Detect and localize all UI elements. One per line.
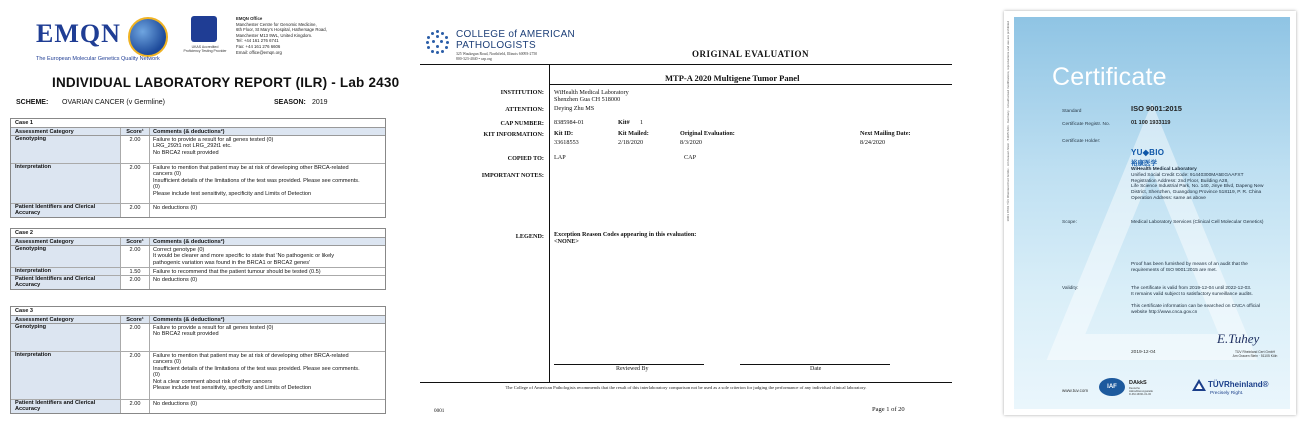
comments-cell bbox=[150, 400, 385, 413]
tuv-brand: TÜVRheinland® bbox=[1208, 380, 1269, 389]
logo-dot bbox=[441, 32, 444, 35]
label-important-notes: IMPORTANT NOTES: bbox=[481, 172, 544, 179]
orig-eval-value: 8/3/2020 bbox=[680, 139, 703, 146]
logo-dot bbox=[436, 30, 439, 33]
logo-dot bbox=[446, 41, 449, 44]
tuv-url[interactable]: www.tuv.com bbox=[1062, 388, 1089, 393]
comment-line: No deductions (0) bbox=[153, 277, 198, 283]
comment-line: No deductions (0) bbox=[153, 401, 198, 407]
column-header: Comments (& deductions²) bbox=[153, 129, 225, 135]
logo-dot bbox=[426, 41, 429, 44]
validity-line: The certificate is valid from 2019-12-04 until 2022-12-03. bbox=[1131, 286, 1252, 291]
logo-dot bbox=[436, 35, 439, 38]
label-copied-to: COPIED TO: bbox=[507, 155, 544, 162]
scheme-value: OVARIAN CANCER (v Germline) bbox=[62, 99, 165, 106]
emqn-ilr-report bbox=[0, 0, 400, 427]
signer-line1: TÜV Rheinland Cert GmbH bbox=[1235, 350, 1275, 354]
yubio-logo: YU◆BIO bbox=[1131, 148, 1165, 157]
tuv-triangle-icon bbox=[1192, 379, 1206, 391]
iaf-logo: IAF bbox=[1099, 378, 1125, 396]
table-row bbox=[11, 268, 385, 276]
logo-dot bbox=[427, 36, 430, 39]
cnca-text bbox=[1131, 304, 1260, 316]
date-label: Date bbox=[810, 366, 822, 372]
assessment-category: Genotyping bbox=[11, 136, 121, 163]
divider bbox=[420, 64, 952, 65]
institution-address: Shenzhen Gua CH 518000 bbox=[554, 96, 621, 103]
cap-address-line2: 800-323-4040 • cap.org bbox=[456, 56, 492, 61]
score-cell: 2.00 bbox=[121, 400, 150, 413]
standard-value: ISO 9001:2015 bbox=[1131, 104, 1182, 113]
comment-line: (0) bbox=[153, 372, 160, 379]
scheme-label: SCHEME: bbox=[16, 99, 49, 106]
reviewed-by-label: Reviewed By bbox=[616, 366, 649, 372]
case-header-row bbox=[11, 128, 385, 136]
comment-line: No BRCA2 result provided bbox=[153, 149, 219, 156]
table-row bbox=[11, 204, 385, 217]
dakks-caption-line: Deutsche bbox=[1129, 387, 1140, 390]
divider bbox=[420, 382, 952, 383]
label-institution: INSTITUTION: bbox=[500, 89, 544, 96]
comment-line: Failure to mention that patient may be at risk of developing other BRCA-related bbox=[153, 353, 349, 359]
score-cell: 2.00 bbox=[121, 276, 150, 289]
emqn-logo-text: EMQN bbox=[36, 19, 121, 48]
comment-line: Insufficient details of the limitations of the test was provided. Please see comments. bbox=[153, 177, 360, 184]
column-header: Assessment Category bbox=[11, 128, 121, 135]
holder-line: District, Shenzhen, Guangdong Province 518119, P. R. China bbox=[1131, 190, 1262, 196]
comment-line: No BRCA2 result provided bbox=[153, 331, 219, 338]
comment-line: Please include test sensitivity, specificity and Limits of Detection bbox=[153, 385, 312, 392]
label-attention: ATTENTION: bbox=[505, 106, 544, 113]
holder-line: Registration Address: 2nd Floor, Building A28, bbox=[1131, 178, 1229, 184]
season-value: 2019 bbox=[312, 99, 328, 106]
proof-text bbox=[1131, 262, 1248, 274]
copied-to-2: CAP bbox=[684, 154, 697, 161]
holder-line: Operation Address: same as above bbox=[1131, 195, 1206, 201]
column-header: Comments (& deductions²) bbox=[153, 239, 225, 245]
comment-line: Not a clear comment about risk of other cancers bbox=[153, 378, 273, 385]
certificate-title: Certificate bbox=[1052, 63, 1167, 91]
comment-line: Failure to provide a result for all genes tested (0) bbox=[153, 325, 274, 331]
score-cell: 2.00 bbox=[121, 164, 150, 203]
institution-name: WiHealth Medical Laboratory bbox=[554, 89, 629, 96]
case-header-row bbox=[11, 238, 385, 246]
holder-details bbox=[1131, 167, 1264, 202]
score-cell: 2.00 bbox=[121, 204, 150, 217]
comment-line: It would be clearer and more specific to state that 'No pathogenic or likely bbox=[153, 253, 335, 260]
logo-dot bbox=[441, 50, 444, 53]
cap-logo-line1: COLLEGE of AMERICAN bbox=[456, 29, 576, 40]
cap-footer-note: The College of American Pathologists recommends that the result of this interlaboratory comparison not be used as a sole criterion for judging the performance of any individual clinical laboratory. bbox=[505, 385, 867, 390]
office-fax: Fax: +44 161 276 6606 bbox=[236, 43, 281, 49]
kit-mailed-value: 2/18/2020 bbox=[618, 139, 644, 146]
label-kit-info: KIT INFORMATION: bbox=[483, 131, 544, 138]
label-legend: LEGEND: bbox=[515, 233, 544, 240]
comment-line: Failure to mention that patient may be at risk of developing other BRCA-related bbox=[153, 165, 349, 171]
scope-label: Scope: bbox=[1062, 220, 1077, 225]
dakks-caption-line: Akkreditierungsstelle bbox=[1129, 390, 1153, 393]
table-row bbox=[11, 352, 385, 400]
column-header: Score¹ bbox=[121, 238, 150, 245]
office-tel: Tel: +44 161 276 6741 bbox=[236, 38, 279, 44]
cap-logo-line2: PATHOLOGISTS bbox=[456, 40, 536, 51]
signer-line2: Am Grauen Stein · 51105 Köln bbox=[1232, 354, 1278, 358]
assessment-category: Genotyping bbox=[11, 324, 121, 351]
registration-label: Certificate Registr. No. bbox=[1062, 122, 1110, 127]
certificate-date: 2019-12-04 bbox=[1131, 350, 1156, 355]
orig-eval-label: Original Evaluation: bbox=[680, 130, 735, 137]
holder-line: Unified Social Credit Code: 91440300MA5EGAAFXT bbox=[1131, 172, 1244, 178]
signer bbox=[1230, 350, 1280, 358]
validity-label: Validity: bbox=[1062, 286, 1079, 291]
column-header: Score¹ bbox=[121, 316, 150, 323]
office-title: EMQN Office bbox=[236, 16, 263, 21]
tuv-slogan: Precisely Right. bbox=[1210, 391, 1244, 396]
validity-text bbox=[1131, 286, 1253, 298]
holder-line: WiHealth Medical Laboratory bbox=[1131, 167, 1197, 172]
score-cell: 2.00 bbox=[121, 136, 150, 163]
edge-text: 10/01 07/01 TÜV Rheinland Cert GmbH · Am Grauen Stein · 51105 Köln · Germany · Unauthorised modifications, reproductions and use are prohibited bbox=[1006, 21, 1010, 222]
proof-line: Proof has been furnished by means of an audit that the bbox=[1131, 262, 1248, 267]
score-cell: 2.00 bbox=[121, 324, 150, 351]
comment-line: cancers (0) bbox=[153, 359, 181, 366]
ukas-caption: UKAS Accredited Proficiency Testing Provider bbox=[183, 45, 227, 53]
comments-cell bbox=[150, 324, 385, 351]
registration-value: 01 100 1933119 bbox=[1131, 120, 1171, 126]
holder-label: Certificate Holder: bbox=[1062, 139, 1101, 144]
score-cell: 1.50 bbox=[121, 268, 150, 275]
assessment-category: Interpretation bbox=[11, 268, 121, 275]
office-line: 6th Floor, St Mary's Hospital, Hathersage Road, bbox=[236, 27, 327, 33]
case-title: Case 1 bbox=[11, 119, 385, 128]
page-code: 0001 bbox=[434, 408, 445, 414]
logo-dot bbox=[436, 51, 439, 54]
emqn-logo bbox=[36, 17, 176, 61]
yubio-logo-cn: 裕康医学 bbox=[1131, 160, 1157, 167]
case-title: Case 3 bbox=[11, 307, 385, 316]
emqn-tagline: The European Molecular Genetics Quality Network bbox=[36, 56, 160, 62]
kit-no-value: 1 bbox=[640, 119, 644, 126]
assessment-category: Genotyping bbox=[11, 246, 121, 267]
case-table bbox=[10, 228, 386, 290]
comment-line: pathogenic variation was found in the BRCA1 or BRCA2 genes' bbox=[153, 259, 311, 266]
office-line: Manchester M13 9WL, United Kingdom. bbox=[236, 32, 313, 38]
program-title: MTP-A 2020 Multigene Tumor Panel bbox=[665, 73, 800, 83]
office-email[interactable]: Email: office@emqn.org bbox=[236, 49, 282, 55]
logo-dot bbox=[432, 40, 435, 43]
case-title: Case 2 bbox=[11, 229, 385, 238]
divider bbox=[549, 64, 550, 382]
logo-dot bbox=[431, 32, 434, 35]
logo-dot bbox=[445, 36, 448, 39]
kit-id-value: 33618553 bbox=[554, 139, 579, 146]
divider bbox=[550, 84, 952, 85]
case-header-row bbox=[11, 316, 385, 324]
date-line bbox=[740, 364, 890, 365]
office-line: Manchester Centre for Genomic Medicine, bbox=[236, 21, 317, 27]
legend-line2: <NONE> bbox=[554, 238, 579, 245]
assessment-category: Patient Identifiers and Clerical Accuracy bbox=[11, 204, 121, 217]
case-table bbox=[10, 118, 386, 218]
table-row bbox=[11, 324, 385, 352]
signature: E.Tuhey bbox=[1217, 331, 1260, 346]
table-row bbox=[11, 136, 385, 164]
cap-dots-logo-icon bbox=[426, 30, 450, 54]
comment-line: No deductions (0) bbox=[153, 205, 198, 211]
holder-line: Life Science Industrial Park, No. 140, Jinye Blvd, Dapeng New bbox=[1131, 184, 1264, 190]
next-mailing-label: Next Mailing Date: bbox=[860, 130, 911, 137]
validity-line: It remains valid subject to satisfactory surveillance audits. bbox=[1131, 291, 1253, 297]
page-number: Page 1 of 20 bbox=[872, 406, 905, 413]
cap-evaluation-report bbox=[420, 0, 952, 427]
assessment-category: Patient Identifiers and Clerical Accuracy bbox=[11, 400, 121, 413]
comment-line: Failure to recommend that the patient tumour should be tested (0.5) bbox=[153, 269, 321, 275]
iso-certificate bbox=[1004, 11, 1296, 415]
comments-cell bbox=[150, 268, 385, 275]
dakks-logo: DAkkS bbox=[1129, 380, 1147, 386]
legend-line1: Exception Reason Codes appearing in this evaluation: bbox=[554, 231, 697, 238]
dakks-caption-line: D-ZM-16031-01-00 bbox=[1129, 393, 1152, 396]
comment-line: Failure to provide a result for all genes tested (0) bbox=[153, 137, 274, 143]
comment-line: cancers (0) bbox=[153, 171, 181, 178]
standard-label: Standard bbox=[1062, 109, 1082, 114]
ukas-crest-icon bbox=[191, 16, 217, 42]
report-title: INDIVIDUAL LABORATORY REPORT (ILR) - Lab 2430 bbox=[52, 75, 400, 90]
cap-address bbox=[456, 52, 537, 61]
proof-line: requirements of ISO 9001:2015 are met. bbox=[1131, 267, 1217, 273]
next-mailing-value: 8/24/2020 bbox=[860, 139, 886, 146]
kit-id-label: Kit ID: bbox=[554, 130, 574, 137]
comments-cell bbox=[150, 352, 385, 399]
logo-dot bbox=[445, 46, 448, 49]
comments-cell bbox=[150, 136, 385, 163]
column-header: Score¹ bbox=[121, 128, 150, 135]
reviewed-by-line bbox=[554, 364, 704, 365]
score-cell: 2.00 bbox=[121, 352, 150, 399]
cnca-line: This certificate information can be searched on CNCA official bbox=[1131, 304, 1260, 309]
comments-cell bbox=[150, 246, 385, 267]
table-row bbox=[11, 164, 385, 204]
logo-dot bbox=[427, 46, 430, 49]
column-header: Assessment Category bbox=[11, 316, 121, 323]
emqn-office-address bbox=[236, 16, 376, 55]
dakks-caption bbox=[1129, 387, 1153, 396]
assessment-category: Interpretation bbox=[11, 352, 121, 399]
comment-line: (0) bbox=[153, 184, 160, 191]
score-cell: 2.00 bbox=[121, 246, 150, 267]
comments-cell bbox=[150, 204, 385, 217]
case-table bbox=[10, 306, 386, 414]
attention-value: Deying Zhu MS bbox=[554, 105, 595, 112]
certificate-edge-text bbox=[1006, 21, 1012, 409]
kit-mailed-label: Kit Mailed: bbox=[618, 130, 649, 137]
assessment-category: Interpretation bbox=[11, 164, 121, 203]
cap-number-value: 8385984-01 bbox=[554, 119, 584, 126]
copied-to-1: LAP bbox=[554, 154, 566, 161]
comment-line: Please include test sensitivity, specificity and Limits of Detection bbox=[153, 190, 312, 197]
doc-title: ORIGINAL EVALUATION bbox=[692, 49, 809, 59]
cnca-line: website http://www.cnca.gov.cn bbox=[1131, 309, 1198, 315]
table-row bbox=[11, 276, 385, 289]
globe-icon bbox=[128, 17, 168, 57]
comments-cell bbox=[150, 164, 385, 203]
column-header: Comments (& deductions²) bbox=[153, 317, 225, 323]
cap-logo-name bbox=[456, 29, 575, 51]
comment-line: Correct genotype (0) bbox=[153, 247, 205, 253]
season-label: SEASON: bbox=[274, 99, 306, 106]
table-row bbox=[11, 246, 385, 268]
kit-no-label: Kit# bbox=[618, 119, 630, 126]
logo-dot bbox=[431, 50, 434, 53]
logo-dot bbox=[436, 45, 439, 48]
table-row bbox=[11, 400, 385, 413]
logo-dot bbox=[440, 40, 443, 43]
comments-cell bbox=[150, 276, 385, 289]
comment-line: LRG_292t1 not LRG_292t1 etc. bbox=[153, 143, 232, 150]
column-header: Assessment Category bbox=[11, 238, 121, 245]
label-cap-number: CAP NUMBER: bbox=[500, 120, 544, 127]
certificate-body bbox=[1014, 17, 1290, 409]
scope-value: Medical Laboratory Services (Clinical Cell Molecular Genetics) bbox=[1131, 220, 1264, 225]
cap-address-line1: 325 Waukegan Road, Northfield, Illinois 60093-2750 bbox=[456, 52, 538, 56]
assessment-category: Patient Identifiers and Clerical Accuracy bbox=[11, 276, 121, 289]
comment-line: Insufficient details of the limitations of the test was provided. Please see comments. bbox=[153, 365, 360, 372]
